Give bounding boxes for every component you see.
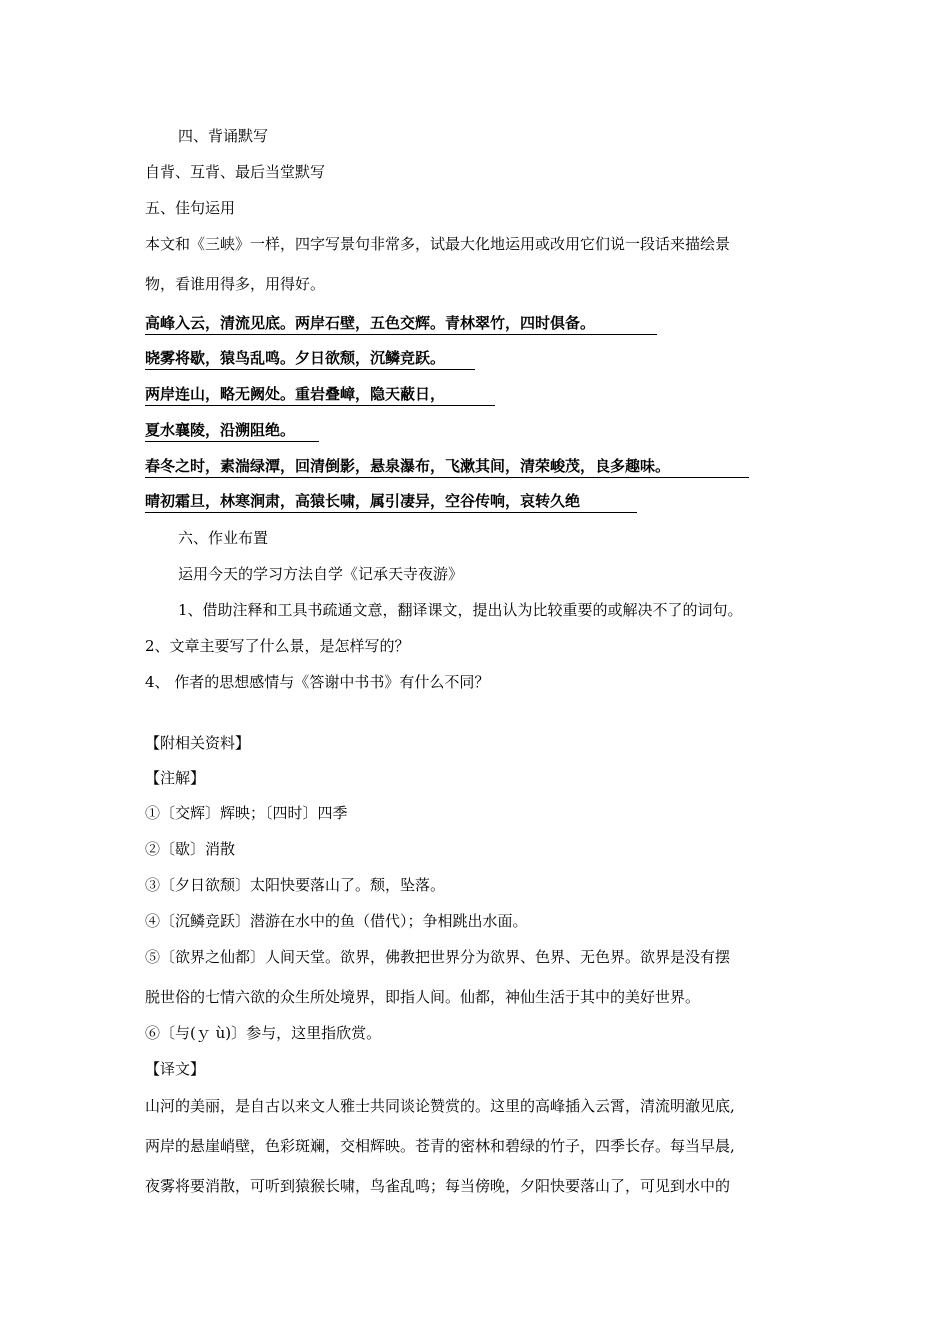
note-item: 脱世俗的七情六欲的众生所处境界，即指人间。仙都，神仙生活于其中的美好世界。 [145,988,701,1006]
note-item: ⑥〔与(ｙ ù)〕参与，这里指欣赏。 [145,1024,382,1042]
note-item: ⑤〔欲界之仙都〕人间天堂。欲界，佛教把世界分为欲界、色界、无色界。欲界是没有摆 [145,948,731,966]
translation-heading: 【译文】 [145,1060,206,1078]
usage-text-line-2: 物，看谁用得多，用得好。 [145,275,326,293]
homework-item: 4、 作者的思想感情与《答谢中书书》有什么不同？ [145,673,490,691]
note-item: ④〔沉鳞竞跃〕潜游在水中的鱼（借代）；争相跳出水面。 [145,912,528,930]
homework-heading: 六、作业布置 [178,529,269,547]
note-item: ②〔歇〕消散 [145,840,236,858]
note-item: ③〔夕日欲颓〕太阳快要落山了。颓，坠落。 [145,876,446,894]
note-item: ①〔交辉〕辉映；〔四时〕四季 [145,804,348,822]
translation-line: 夜雾将要消散，可听到猿猴长啸，鸟雀乱鸣；每当傍晚，夕阳快要落山了，可见到水中的 [145,1177,731,1195]
notes-heading: 【注解】 [145,769,206,787]
translation-line: 两岸的悬崖峭壁，色彩斑斓，交相辉映。苍青的密林和碧绿的竹子，四季长存。每当早晨, [145,1137,735,1155]
homework-item: 2、文章主要写了什么景，是怎样写的？ [145,637,410,655]
quote-line: 两岸连山，略无阙处。重岩叠嶂，隐天蔽日， [145,384,495,406]
quote-line: 晴初霜旦，林寒涧肃，高猿长啸，属引凄异，空谷传响，哀转久绝 [145,491,637,513]
homework-intro: 运用今天的学习方法自学《记承天寺夜游》 [178,565,464,583]
usage-heading: 五、佳句运用 [145,199,236,217]
quote-line: 夏水襄陵，沿溯阻绝。 [145,420,319,442]
usage-text-line-1: 本文和《三峡》一样，四字写景句非常多，试最大化地运用或改用它们说一段话来描绘景 [145,235,731,253]
appendix-heading: 【附相关资料】 [145,734,251,752]
recite-heading: 四、背诵默写 [178,127,269,145]
quote-line: 春冬之时，素湍绿潭，回清倒影，悬泉瀑布，飞漱其间，清荣峻茂，良多趣味。 [145,456,749,478]
homework-item: 1、借助注释和工具书疏通文意，翻译课文，提出认为比较重要的或解决不了的词句。 [178,601,743,619]
translation-line: 山河的美丽，是自古以来文人雅士共同谈论赞赏的。这里的高峰插入云霄，清流明澈见底, [145,1097,735,1115]
recite-text: 自背、互背、最后当堂默写 [145,163,326,181]
quote-line: 高峰入云，清流见底。两岸石壁，五色交辉。青林翠竹，四时俱备。 [145,313,657,335]
quote-line: 晓雾将歇，猿鸟乱鸣。夕日欲颓，沉鳞竞跃。 [145,348,475,370]
